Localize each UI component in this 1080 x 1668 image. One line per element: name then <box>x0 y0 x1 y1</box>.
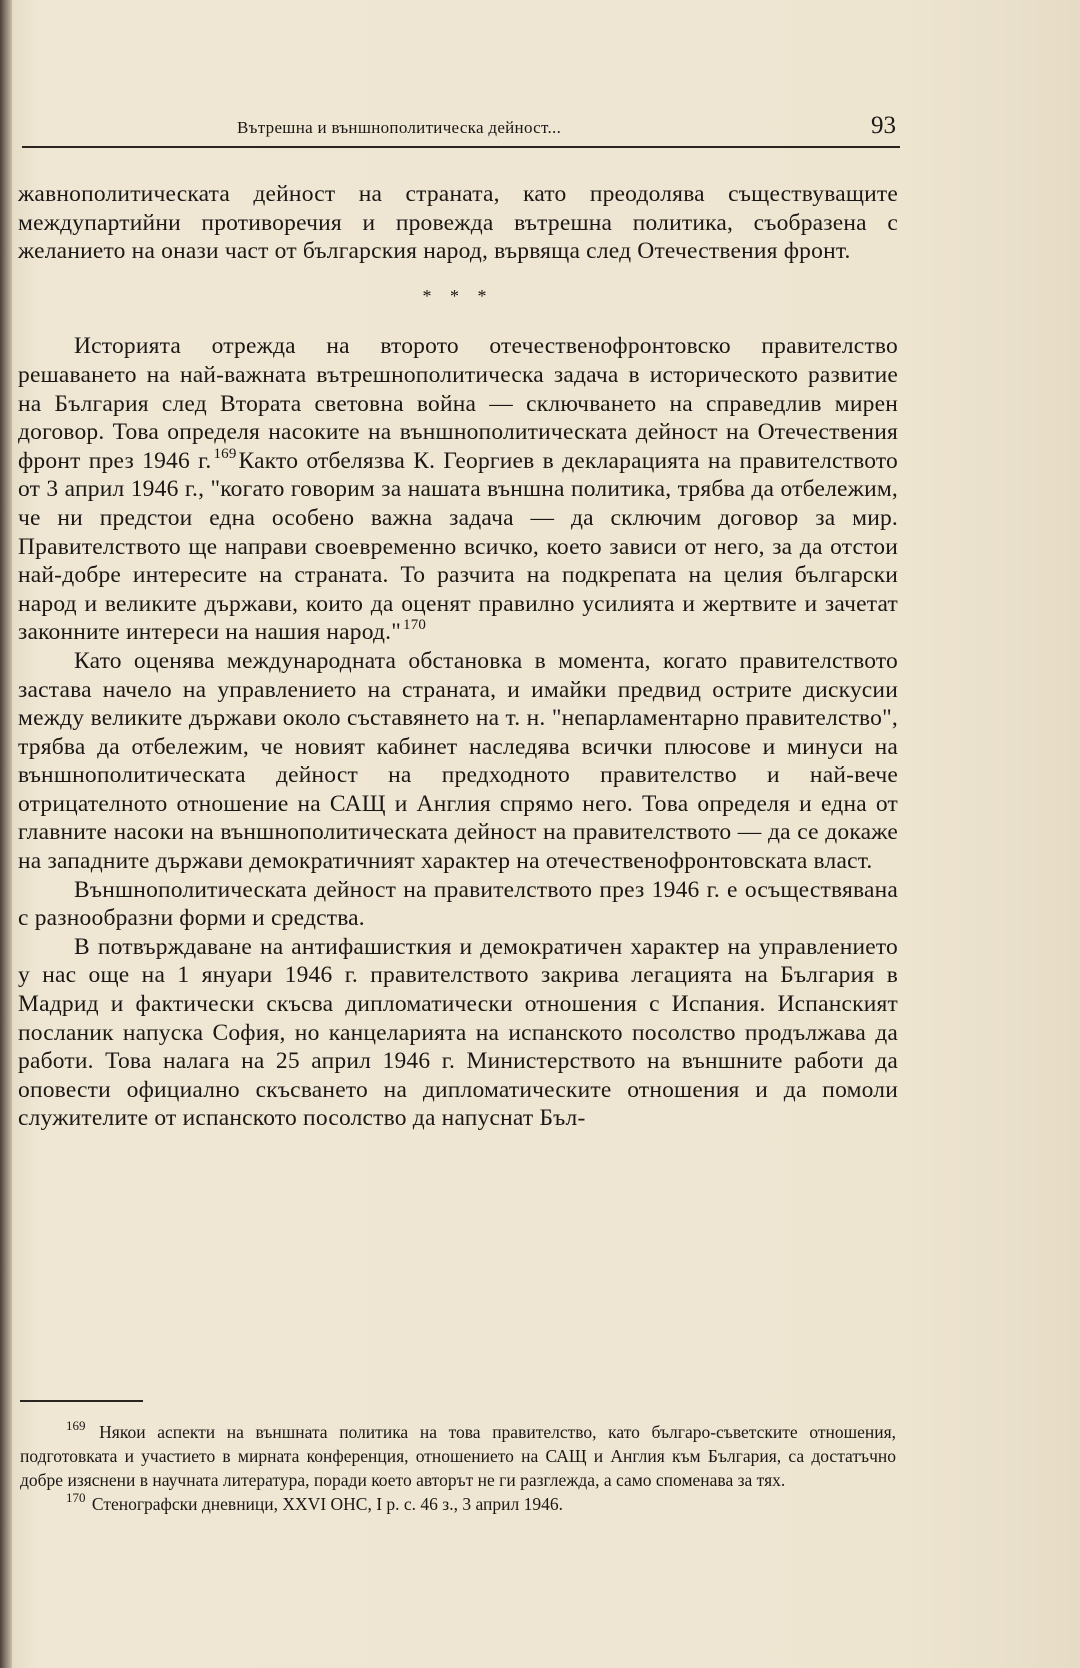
footnote-rule <box>20 1400 143 1402</box>
paragraph-peace-treaty <box>18 332 898 647</box>
running-title: Вътрешна и външнополитическа дейност... <box>237 118 562 137</box>
paragraph-foreign-policy-forms: Външнополитическата дейност на правителството през 1946 г. е осъществявана с разнообразни форми и средства. <box>18 876 898 932</box>
paragraph-international-situation: Като оценява международната обстановка в момента, когато правителството застава начело на управлението на страната, и имайки предвид острите дискусии между великите държави около съставянето на т. н. "непарламентарно правителство", трябва да отбележим, че новият кабинет наследява всички плюсове и минуси на външнополитическата дейност на предходното правителство и най-вече отрицателното отношение на САЩ и Англия спрямо него. Това определя и една от главните насоки на външнополитическата дейност на правителството — да се докаже на западните държави демократичният характер на отечественофронтовската власт. <box>18 647 898 875</box>
footnote-169 <box>20 1420 896 1492</box>
footnote-number: 169 <box>66 1418 86 1433</box>
footnote-text: Стенографски дневници, XXVI ОНС, I р. с. 46 з., 3 април 1946. <box>91 1494 563 1514</box>
page-binding-edge <box>0 0 12 1668</box>
footnote-number: 170 <box>66 1490 86 1505</box>
paragraph-continuation: жавнополитическата дейност на страната, като преодолява съществуващите междупартийни противоречия и провежда вътрешна политика, съобразена с желанието на онази част от българския народ, вървяща след Отечествения фронт. <box>18 181 898 265</box>
page-number: 93 <box>871 112 896 139</box>
paragraph-text: Историята отрежда на второто отечественофронтовско правителство решаването на най-важната вътрешнополитическа задача в историческото развитие на България след Втората световна война — сключването на справедлив мирен договор. Това определя насоките на външнополитическата дейност на Отечествения фронт през 1946 г. <box>18 333 898 474</box>
footnote-ref-169: 169 <box>213 445 237 462</box>
main-text <box>18 180 898 1133</box>
paragraph-spain-relations: В потвърждаване на антифашисткия и демократичен характер на управлението у нас още на 1 януари 1946 г. правителството закрива легацията на България в Мадрид и фактически скъсва дипломатически отношения с Испания. Испанският посланик напуска София, но канцеларията на испанското посолство продължава да работи. Това налага на 25 април 1946 г. Министерството на външните работи да оповести официално скъсването на дипломатическите отношения и да помоли служителите от испанското посолство да напуснат Бъл- <box>18 933 898 1132</box>
footnote-ref-170: 170 <box>403 617 427 634</box>
footnotes <box>20 1420 896 1516</box>
paragraph-text: Както отбелязва К. Георгиев в декларацията на правителството от 3 април 1946 г., "когато говорим за нашата външна политика, трябва да отбележим, че ни предстои една особено важна задача — да сключим договор за мир. Правителството ще направи своевременно всичко, което зависи от него, за да отстои най-добре интересите на страната. То разчита на подкрепата на целия български народ и великите държави, които да оценят правилно усилията и жертвите и зачетат законните интереси на нашия народ." <box>18 447 898 646</box>
footnote-170 <box>20 1492 896 1516</box>
section-separator: * * * <box>422 285 494 306</box>
footnote-text: Някои аспекти на външната политика на това правителство, като българо-съветските отношения, подготовката и участието в мирната конференция, отношението на САЩ и Англия към България, са достатъчно добре изяснени в научната литература, поради което авторът не ги разглежда, а само споменава за тях. <box>20 1422 897 1490</box>
page-header <box>22 108 900 148</box>
